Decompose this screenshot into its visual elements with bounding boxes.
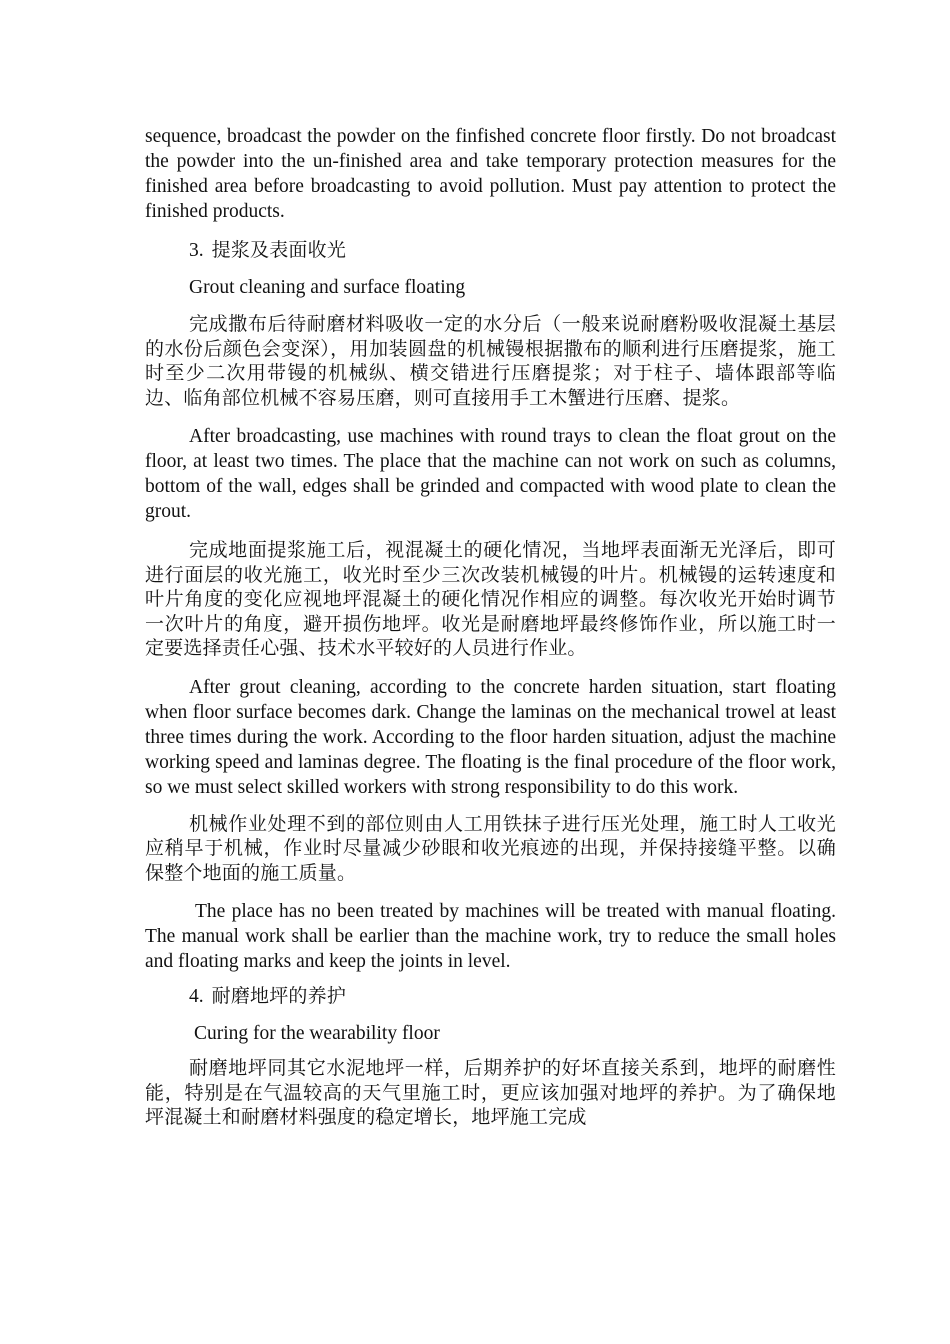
paragraph-grout-zh: 完成撒布后待耐磨材料吸收一定的水分后（一般来说耐磨粉吸收混凝土基层的水份后颜色会变深），用加装圆盘的机械镘根据撒布的顺利进行压磨提浆，施工时至少二次用带镘的机械纵、横交错进行压磨提浆；对于柱子、墙体跟部等临边、临角部位机械不容易压磨，则可直接用手工木蟹进行压磨、提浆。 [145,313,836,409]
section-title-zh: 提浆及表面收光 [211,239,347,261]
section-heading-3-en: Grout cleaning and surface floating [189,277,466,298]
section-heading-4-zh [145,984,836,1009]
paragraph-floating-zh: 完成地面提浆施工后，视混凝土的硬化情况，当地坪表面渐无光泽后，即可进行面层的收光施工，收光时至少三次改装机械镘的叶片。机械镘的运转速度和叶片角度的变化应视地坪混凝土的硬化情况作相应的调整。每次收光开始时调节一次叶片的角度，避开损伤地坪。收光是耐磨地坪最终修饰作业，所以施工时一定要选择责任心强、技术水平较好的人员进行作业。 [145,539,836,659]
paragraph-manual-zh: 机械作业处理不到的部位则由人工用铁抹子进行压光处理，施工时人工收光应稍早于机械，作业时尽量减少砂眼和收光痕迹的出现，并保持接缝平整。以确保整个地面的施工质量。 [145,812,836,884]
paragraph-broadcast-en: sequence, broadcast the powder on the finfished concrete floor firstly. Do not broadcast the powder into the un-finished area and take temporary protection measures for the finished area before broadcasting to avoid pollution. Must pay attention to protect the finished products. [145,126,836,222]
paragraph-manual-en: The place has no been treated by machines will be treated with manual floating. The manual work shall be earlier than the machine work, try to reduce the small holes and floating marks and keep the joints in level. [145,901,836,972]
section-heading-3-zh [145,238,836,263]
paragraph-floating-en: After grout cleaning, according to the concrete harden situation, start floating when floor surface becomes dark. Change the laminas on the mechanical trowel at least three times during the work. According to the floor harden situation, adjust the machine working speed and laminas degree. The floating is the final procedure of the floor work, so we must select skilled workers with strong responsibility to do this work. [145,676,836,798]
section-number: 4. [189,986,204,1007]
section-number: 3. [189,240,204,261]
paragraph-curing-zh: 耐磨地坪同其它水泥地坪一样，后期养护的好坏直接关系到，地坪的耐磨性能，特别是在气温较高的天气里施工时，更应该加强对地坪的养护。为了确保地坪混凝土和耐磨材料强度的稳定增长，地坪施工完成 [145,1057,836,1128]
section-heading-4-en: Curing for the wearability floor [194,1023,440,1044]
document-body [145,124,836,1130]
paragraph-grout-en: After broadcasting, use machines with round trays to clean the float grout on the floor, at least two times. The place that the machine can not work on such as columns, bottom of the wall, edges shall be grinded and compacted with wood plate to clean the grout. [145,426,836,522]
section-title-zh: 耐磨地坪的养护 [211,985,347,1007]
